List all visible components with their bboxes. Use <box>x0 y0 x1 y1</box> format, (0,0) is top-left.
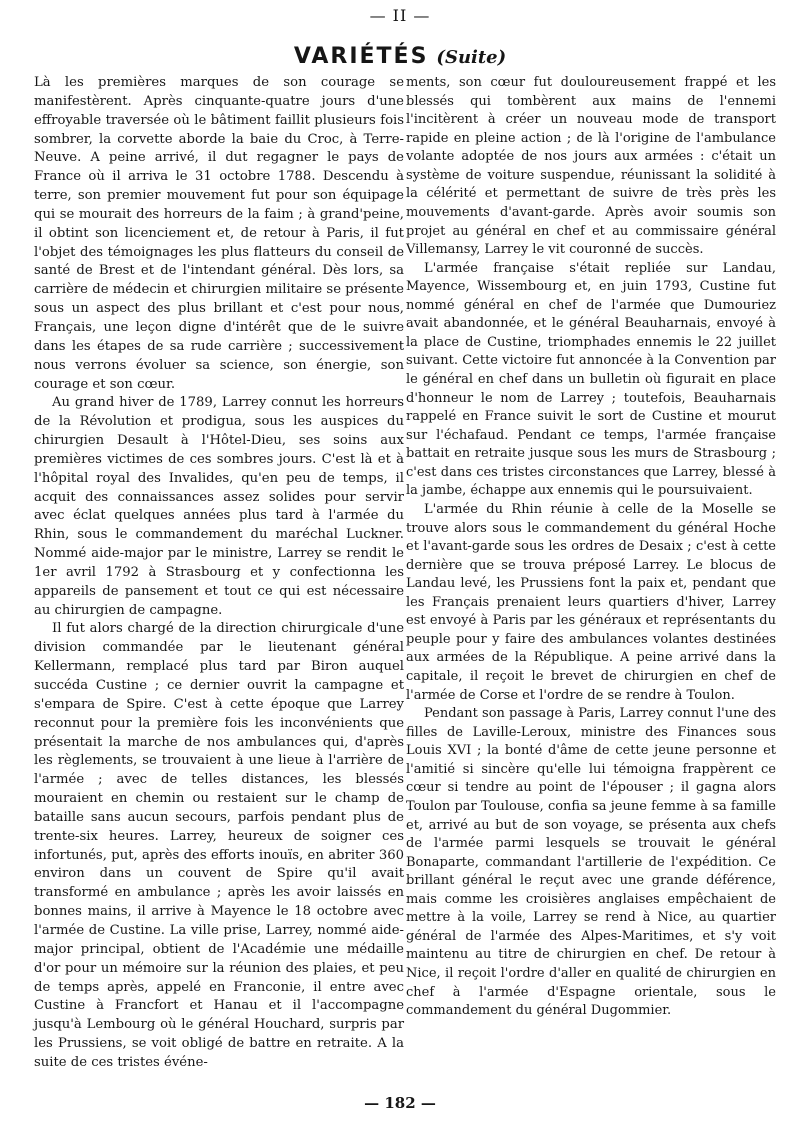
title-suite: (Suite) <box>436 47 507 68</box>
right-column <box>406 74 776 1021</box>
paragraph: L'armée française s'était repliée sur Landau, Mayence, Wissembourg et, en juin 1793, Custine fut nommé général en chef de l'armée que Dumouriez avait abandonnée, et le général Beauharnais, envoyé à la place de Custine, triomphades ennemis le 22 juillet suivant. Cette victoire fut annoncée à la Convention par le général en chef dans un bulletin où figurait en place d'honneur le nom de Larrey ; toutefois, Beauharnais rappelé en France suivit le sort de Custine et mourut sur l'échafaud. Pendant ce temps, l'armée française battait en retraite jusque sous les murs de Strasbourg ; c'est dans ces tristes circonstances que Larrey, blessé à la jambe, échappe aux ennemis qui le poursuivaient. <box>406 260 776 499</box>
roman-page-header: — II — <box>369 6 431 25</box>
paragraph: ments, son cœur fut douloureusement frappé et les blessés qui tombèrent aux mains de l'ennemi l'incitèrent à créer un nouveau mode de transport rapide en pleine action ; de là l'origine de l'ambulance volante adoptée de nos jours aux armées : c'était un système de voiture suspendue, réunissant la solidité à la célérité et permettant de suivre de très près les mouvements d'avant-garde. Après avoir soumis son projet au général en chef et au commissaire général Villemansy, Larrey le vit couronné de succès. <box>406 75 776 258</box>
paragraph: Là les premières marques de son courage se manifestèrent. Après cinquante-quatre jours d'une effroyable traversée où le bâtiment faillit plusieurs fois sombrer, la corvette aborde la baie du Croc, à Terre-Neuve. A peine arrivé, il dut regagner le pays de France où il arriva le 31 octobre 1788. Descendu à terre, son premier mouvement fut pour son équipage qui se mourait des horreurs de la faim ; à grand'peine, il obtint son licenciement et, de retour à Paris, il fut l'objet des témoignages les plus flatteurs du conseil de santé de Brest et de l'intendant général. Dès lors, sa carrière de médecin et chirurgien militaire se présente sous un aspect des plus brillant et c'est pour nous, Français, une leçon digne d'intérêt que de le suivre dans les étapes de sa rude carrière ; successivement nous verrons évoluer sa science, son énergie, son courage et son cœur. <box>34 75 404 392</box>
title-main: VARIÉTÉS <box>293 44 429 69</box>
paragraph: Il fut alors chargé de la direction chirurgicale d'une division commandée par le lieutenant général Kellermann, remplacé plus tard par Biron auquel succéda Custine ; ce dernier ouvrit la campagne et s'empara de Spire. C'est à cette époque que Larrey reconnut pour la première fois les inconvénients que présentait la marche de nos ambulances qui, d'après les règlements, se trouvaient à une lieue à l'arrière de l'armée ; avec de telles distances, les blessés mouraient en chemin ou restaient sur le champ de bataille sans aucun secours, parfois pendant plus de trente-six heures. Larrey, heureux de soigner ces infortunés, put, après des efforts inouïs, en abriter 360 environ dans un couvent de Spire qu'il avait transformé en ambulance ; après les avoir laissés en bonnes mains, il arrive à Mayence le 18 octobre avec l'armée de Custine. La ville prise, Larrey, nommé aide-major principal, obtient de l'Académie une médaille d'or pour un mémoire sur la réunion des plaies, et peu de temps après, appelé en Franconie, il entre avec Custine à Francfort et Hanau et il l'accompagne jusqu'à Lembourg où le général Houchard, surpris par les Prussiens, se voit obligé de battre en retraite. A la suite de ces tristes événe- <box>34 621 404 1070</box>
paragraph: Pendant son passage à Paris, Larrey connut l'une des filles de Laville-Leroux, ministre des Finances sous Louis XVI ; la bonté d'âme de cette jeune personne et l'amitié si sincère qu'elle lui témoigna frappèrent ce cœur si tendre au point de l'épouser ; il gagna alors Toulon par Toulouse, confia sa jeune femme à sa famille et, arrivé au but de son voyage, se présenta aux chefs de l'armée parmi lesquels se trouvait le général Bonaparte, commandant l'artillerie de l'expédition. Ce brillant général le reçut avec une grande déférence, mais comme les croisières anglaises empêchaient de mettre à la voile, Larrey se rend à Nice, au quartier général de l'armée des Alpes-Maritimes, et s'y voit maintenu au titre de chirurgien en chef. De retour à Nice, il reçoit l'ordre d'aller en qualité de chirurgien en chef à l'armée d'Espagne orientale, sous le commandement du général Dugommier. <box>406 706 777 1019</box>
page-number: — 182 — <box>364 1094 436 1112</box>
paragraph: L'armée du Rhin réunie à celle de la Moselle se trouve alors sous le commandement du général Hoche et l'avant-garde sous les ordres de Desaix ; c'est à cette dernière que se trouva préposé Larrey. Le blocus de Landau levé, les Prussiens font la paix et, pendant que les Français prenaient leurs quartiers d'hiver, Larrey est envoyé à Paris par les généraux et représentants du peuple pour y faire des ambulances volantes destinées aux armées de la République. A peine arrivé dans la capitale, il reçoit le brevet de chirurgien en chef de l'armée de Corse et l'ordre de se rendre à Toulon. <box>406 501 776 703</box>
left-column <box>34 74 404 1073</box>
section-title <box>0 44 800 69</box>
paragraph: Au grand hiver de 1789, Larrey connut les horreurs de la Révolution et prodigua, sous les auspices du chirurgien Desault à l'Hôtel-Dieu, ses soins aux premières victimes de ces sombres jours. C'est là et à l'hôpital royal des Invalides, qu'en peu de temps, il acquit des connaissances assez solides pour servir avec éclat quelques années plus tard à l'armée du Rhin, sous le commandement du maréchal Luckner. Nommé aide-major par le ministre, Larrey se rendit le 1er avril 1792 à Strasbourg et y confectionna les appareils de pansement et tout ce qui est nécessaire au chirurgien de campagne. <box>34 395 404 618</box>
